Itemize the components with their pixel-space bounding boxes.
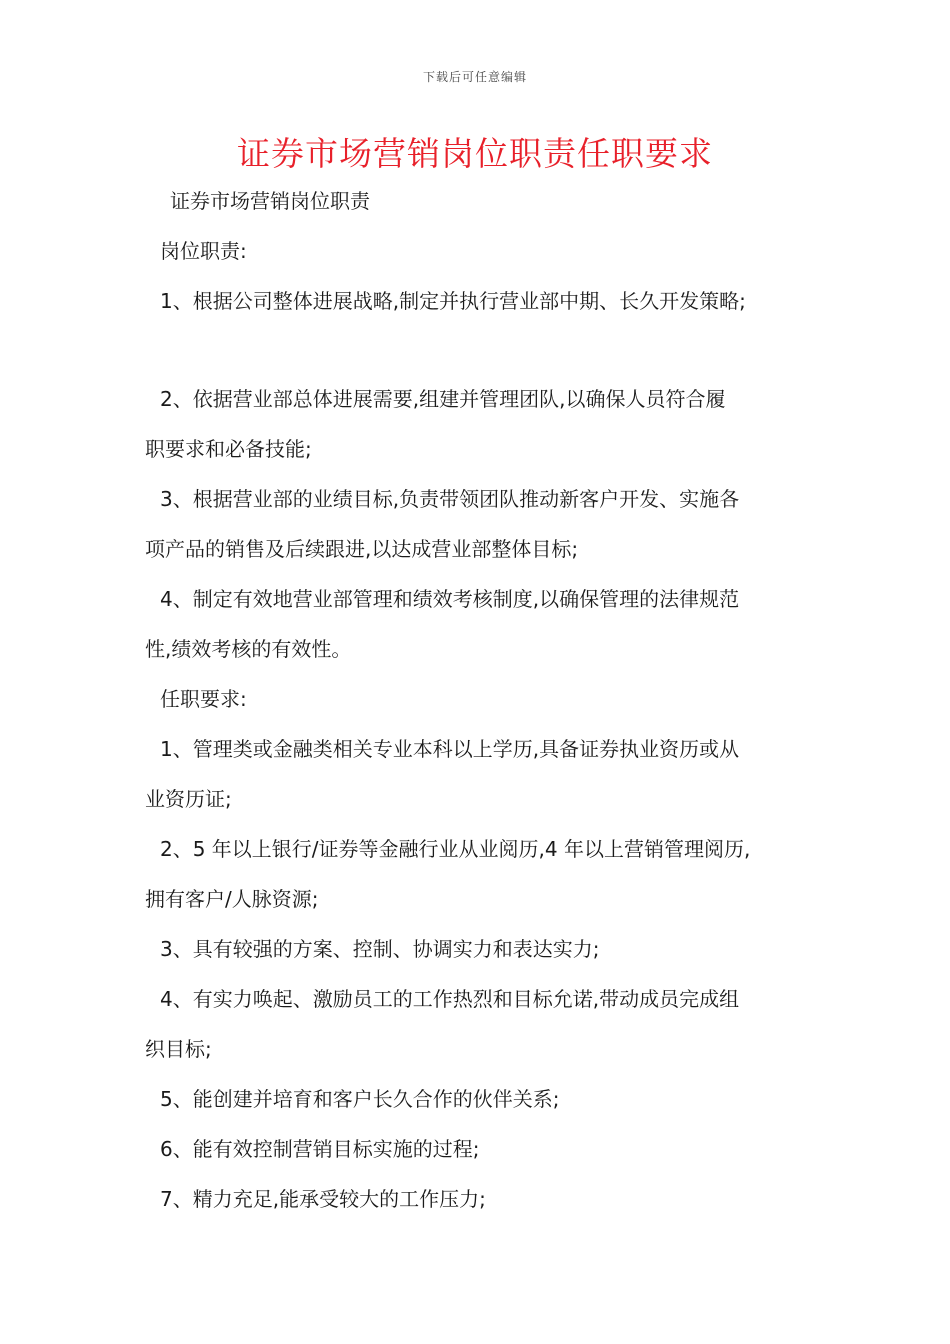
duty-line: 3、根据营业部的业绩目标,负责带领团队推动新客户开发、实施各 bbox=[160, 487, 740, 511]
requirement-line: 业资历证; bbox=[145, 787, 232, 811]
requirement-line: 3、具有较强的方案、控制、协调实力和表达实力; bbox=[160, 937, 600, 961]
duty-line: 4、制定有效地营业部管理和绩效考核制度,以确保管理的法律规范 bbox=[160, 587, 740, 611]
requirement-line: 1、管理类或金融类相关专业本科以上学历,具备证券执业资历或从 bbox=[160, 737, 740, 761]
requirement-line: 拥有客户/人脉资源; bbox=[145, 887, 319, 911]
subtitle: 证券市场营销岗位职责 bbox=[170, 189, 370, 213]
duty-line: 项产品的销售及后续跟进,以达成营业部整体目标; bbox=[145, 537, 579, 561]
requirements-heading: 任职要求: bbox=[160, 687, 247, 711]
requirement-line: 6、能有效控制营销目标实施的过程; bbox=[160, 1137, 480, 1161]
header-note: 下载后可任意编辑 bbox=[422, 70, 527, 84]
duty-line: 2、依据营业部总体进展需要,组建并管理团队,以确保人员符合履 bbox=[160, 387, 726, 411]
requirement-line: 4、有实力唤起、激励员工的工作热烈和目标允诺,带动成员完成组 bbox=[160, 987, 740, 1011]
requirement-line: 2、5 年以上银行/证券等金融行业从业阅历,4 年以上营销管理阅历, bbox=[160, 837, 751, 861]
duty-line: 性,绩效考核的有效性。 bbox=[145, 637, 352, 661]
requirement-line: 7、精力充足,能承受较大的工作压力; bbox=[160, 1187, 486, 1211]
document-title: 证券市场营销岗位职责任职要求 bbox=[237, 134, 713, 173]
duty-line: 职要求和必备技能; bbox=[145, 437, 312, 461]
duty-line: 1、根据公司整体进展战略,制定并执行营业部中期、长久开发策略; bbox=[160, 289, 746, 313]
duties-heading: 岗位职责: bbox=[160, 239, 247, 263]
requirement-line: 5、能创建并培育和客户长久合作的伙伴关系; bbox=[160, 1087, 560, 1111]
requirement-line: 织目标; bbox=[145, 1037, 212, 1061]
